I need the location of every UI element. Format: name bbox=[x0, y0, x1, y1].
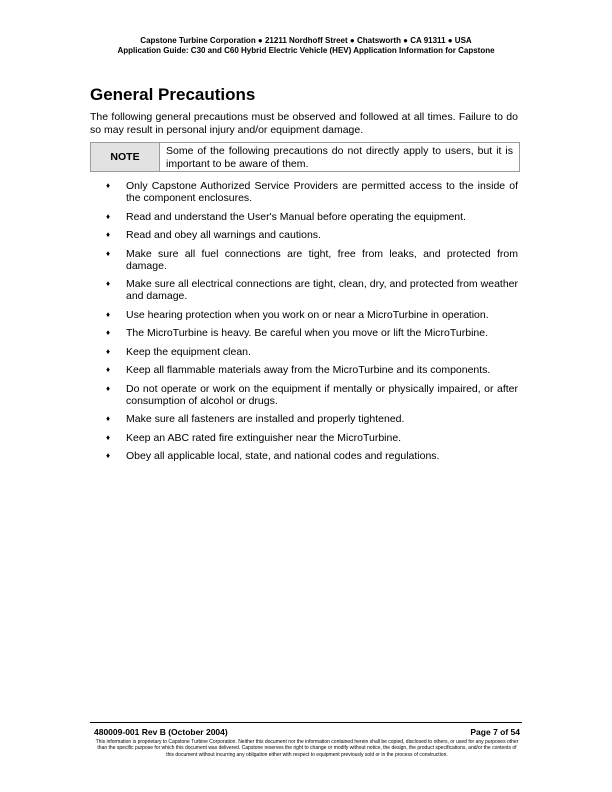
small-diamond-bullet-icon: ♦ bbox=[106, 451, 111, 460]
precautions-list bbox=[104, 180, 518, 469]
precaution-text: Read and understand the User's Manual before operating the equipment. bbox=[126, 210, 466, 223]
precaution-text: Make sure all electrical connections are tight, clean, dry, and protected from weather and damage. bbox=[126, 278, 518, 302]
precaution-text: Keep all flammable materials away from the MicroTurbine and its components. bbox=[126, 364, 491, 376]
precaution-text: Use hearing protection when you work on or near a MicroTurbine in operation. bbox=[126, 308, 489, 321]
small-diamond-bullet-icon: ♦ bbox=[106, 279, 111, 288]
page-footer bbox=[94, 727, 520, 737]
precaution-item bbox=[104, 450, 518, 462]
document-number: 480009-001 Rev B (October 2004) bbox=[94, 727, 228, 737]
precaution-item bbox=[104, 211, 518, 223]
small-diamond-bullet-icon: ♦ bbox=[106, 383, 111, 393]
precaution-item bbox=[104, 383, 518, 407]
page-number: Page 7 of 54 bbox=[470, 727, 520, 737]
proprietary-notice: This information is proprietary to Capstone Turbine Corporation. Neither this document nor the information contained herein shall be copied, disclosed to others, or used for any purposes other than the specific purpose for which this document was delivered. Capstone reserves the right to change or modify without notice, the design, the product specifications, and/or the contents of this document without incurring any obligation either with respect to equipment previously sold or in the process of construction. bbox=[95, 739, 519, 758]
precaution-item bbox=[104, 248, 518, 272]
page-header bbox=[90, 36, 522, 56]
small-diamond-bullet-icon: ♦ bbox=[106, 181, 111, 190]
precaution-text: Keep an ABC rated fire extinguisher near the MicroTurbine. bbox=[126, 431, 402, 444]
precaution-item bbox=[104, 278, 518, 302]
precaution-text: Make sure all fuel connections are tight, free from leaks, and protected from damage. bbox=[126, 247, 518, 272]
precaution-text: Read and obey all warnings and cautions. bbox=[126, 229, 321, 241]
small-diamond-bullet-icon: ♦ bbox=[106, 414, 111, 423]
precaution-text: Make sure all fasteners are installed and properly tightened. bbox=[126, 413, 405, 425]
intro-paragraph: The following general precautions must be observed and followed at all times. Failure to do so may result in personal injury and/or equipment damage. bbox=[90, 111, 518, 136]
precaution-text: Do not operate or work on the equipment if mentally or physically impaired, or after consumption of alcohol or drugs. bbox=[126, 382, 518, 407]
note-text: Some of the following precautions do not directly apply to users, but it is important to be aware of them. bbox=[166, 145, 513, 170]
precaution-text: The MicroTurbine is heavy. Be careful when you move or lift the MicroTurbine. bbox=[126, 327, 489, 339]
precaution-text: Keep the equipment clean. bbox=[126, 345, 251, 358]
precaution-item bbox=[104, 432, 518, 444]
precaution-text: Only Capstone Authorized Service Providers are permitted access to the inside of the component enclosures. bbox=[126, 180, 518, 204]
precaution-item bbox=[104, 327, 518, 339]
small-diamond-bullet-icon: ♦ bbox=[106, 328, 111, 337]
precaution-item bbox=[104, 309, 518, 321]
precaution-item bbox=[104, 180, 518, 204]
section-title: General Precautions bbox=[90, 85, 256, 104]
precaution-item bbox=[104, 364, 518, 376]
note-box bbox=[90, 142, 520, 172]
precaution-item bbox=[104, 346, 518, 358]
precaution-item bbox=[104, 229, 518, 241]
note-label: NOTE bbox=[91, 143, 160, 171]
small-diamond-bullet-icon: ♦ bbox=[106, 346, 111, 356]
small-diamond-bullet-icon: ♦ bbox=[106, 211, 111, 221]
header-guide-line: Application Guide: C30 and C60 Hybrid Electric Vehicle (HEV) Application Information for Capstone bbox=[117, 46, 495, 55]
header-company-line: Capstone Turbine Corporation ● 21211 Nordhoff Street ● Chatsworth ● CA 91311 ● USA bbox=[140, 36, 472, 45]
small-diamond-bullet-icon: ♦ bbox=[106, 432, 111, 442]
small-diamond-bullet-icon: ♦ bbox=[106, 230, 111, 239]
footer-divider bbox=[90, 722, 522, 723]
precaution-text: Obey all applicable local, state, and national codes and regulations. bbox=[126, 450, 440, 462]
precaution-item bbox=[104, 413, 518, 425]
small-diamond-bullet-icon: ♦ bbox=[106, 365, 111, 374]
small-diamond-bullet-icon: ♦ bbox=[106, 248, 111, 258]
small-diamond-bullet-icon: ♦ bbox=[106, 309, 111, 319]
